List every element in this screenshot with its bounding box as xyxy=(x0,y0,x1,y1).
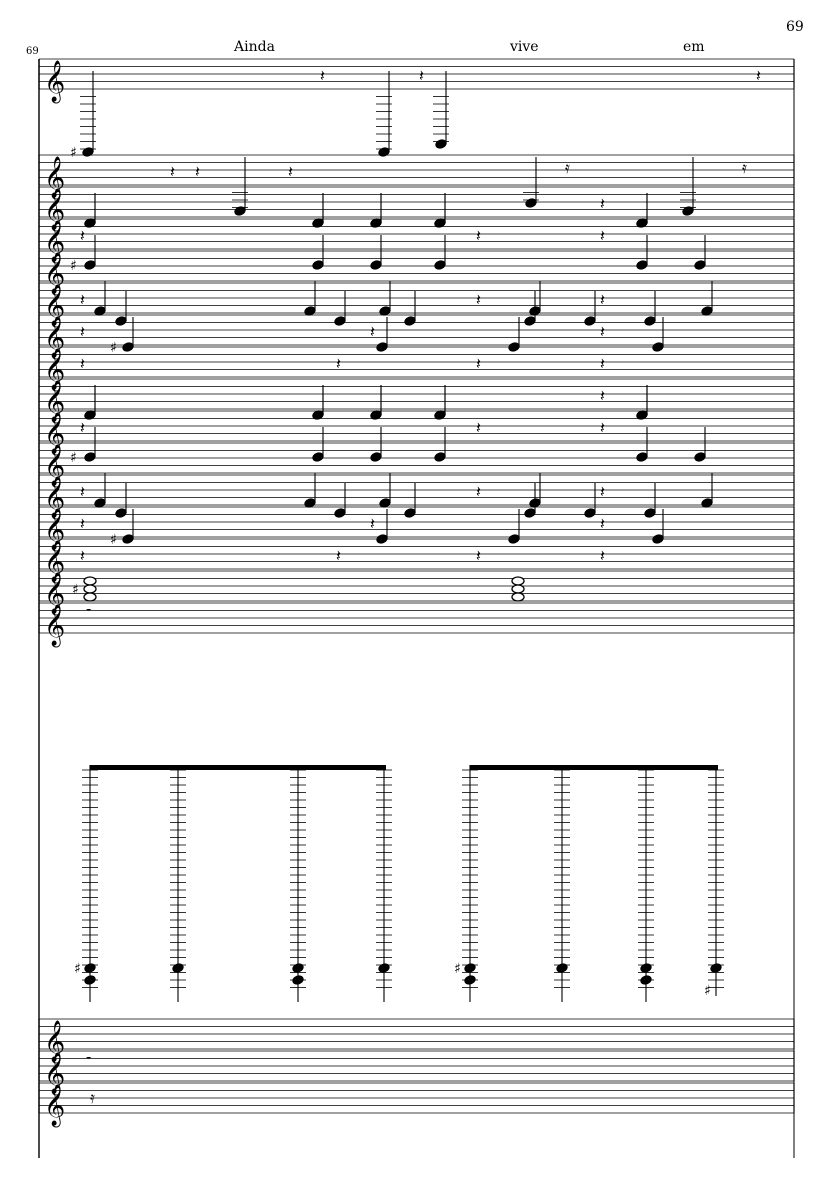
treble-clef-icon: 𝄞 xyxy=(44,541,66,582)
staff xyxy=(39,443,794,487)
quarter-rest-icon: 𝄽 xyxy=(600,386,605,405)
quarter-rest-icon: 𝄽 xyxy=(600,354,605,373)
lyric-word: vive xyxy=(510,39,539,55)
quarter-rest-icon: 𝄽 xyxy=(756,66,761,85)
staff xyxy=(39,379,794,423)
notehead xyxy=(378,147,390,158)
quarter-rest-icon: 𝄽 xyxy=(419,66,424,85)
quarter-rest-icon: 𝄽 xyxy=(370,514,375,533)
treble-clef-icon: 𝄞 xyxy=(44,1021,66,1062)
notehead xyxy=(376,342,388,353)
quarter-rest-icon: 𝄽 xyxy=(600,514,605,533)
chord-notehead xyxy=(84,577,96,585)
treble-clef-icon: 𝄞 xyxy=(44,605,66,646)
sharp-icon: ♯ xyxy=(110,340,117,356)
staff xyxy=(39,507,794,551)
quarter-rest-icon: 𝄽 xyxy=(288,162,293,181)
treble-clef-icon: 𝄞 xyxy=(44,189,66,230)
lyric-word: em xyxy=(683,39,705,55)
quarter-rest-icon: 𝄽 xyxy=(476,482,481,501)
sharp-icon: ♯ xyxy=(70,450,77,466)
notehead xyxy=(376,534,388,545)
notehead xyxy=(644,508,656,519)
notehead xyxy=(404,508,416,519)
sixteenth-rest-icon: 𝄿 xyxy=(742,158,747,177)
notehead xyxy=(122,534,134,545)
notehead xyxy=(84,975,96,986)
treble-clef-icon: 𝄞 xyxy=(44,221,66,262)
quarter-rest-icon: 𝄽 xyxy=(600,290,605,309)
notehead xyxy=(525,198,537,209)
sharp-icon: ♯ xyxy=(110,532,117,548)
quarter-rest-icon: 𝄽 xyxy=(80,354,85,373)
quarter-rest-icon: 𝄽 xyxy=(195,162,200,181)
notehead xyxy=(434,452,446,463)
notehead xyxy=(694,452,706,463)
staff xyxy=(39,251,794,295)
notehead xyxy=(312,452,324,463)
staff xyxy=(39,1051,794,1095)
sixteenth-rest-icon: 𝄿 xyxy=(565,158,570,177)
staff xyxy=(39,475,794,519)
staff xyxy=(39,1019,794,1063)
notehead xyxy=(82,147,94,158)
quarter-rest-icon: 𝄽 xyxy=(600,482,605,501)
sharp-icon: ♯ xyxy=(704,983,711,999)
quarter-rest-icon: 𝄽 xyxy=(600,546,605,565)
quarter-rest-icon: 𝄽 xyxy=(600,226,605,245)
notehead xyxy=(508,342,520,353)
quarter-rest-icon: 𝄽 xyxy=(80,322,85,341)
notehead xyxy=(334,508,346,519)
staff xyxy=(39,219,794,263)
treble-clef-icon: 𝄞 xyxy=(44,509,66,550)
chord-notehead xyxy=(84,593,96,601)
notehead xyxy=(122,342,134,353)
quarter-rest-icon: 𝄽 xyxy=(476,418,481,437)
staff xyxy=(39,571,794,615)
treble-clef-icon: 𝄞 xyxy=(44,1085,66,1126)
notehead xyxy=(84,260,96,271)
staff xyxy=(39,283,794,327)
notehead xyxy=(370,452,382,463)
quarter-rest-icon: 𝄽 xyxy=(336,546,341,565)
notehead xyxy=(292,975,304,986)
staff xyxy=(39,411,794,455)
notehead xyxy=(292,963,304,974)
notehead xyxy=(434,260,446,271)
quarter-rest-icon: 𝄽 xyxy=(476,354,481,373)
treble-clef-icon: 𝄞 xyxy=(44,573,66,614)
notehead xyxy=(584,316,596,327)
notehead xyxy=(694,260,706,271)
treble-clef-icon: 𝄞 xyxy=(44,445,66,486)
measure-number: 69 xyxy=(26,46,39,57)
quarter-rest-icon: 𝄽 xyxy=(336,354,341,373)
quarter-rest-icon: 𝄽 xyxy=(600,322,605,341)
notehead xyxy=(172,963,184,974)
quarter-rest-icon: 𝄽 xyxy=(600,418,605,437)
notehead xyxy=(556,963,568,974)
treble-clef-icon: 𝄞 xyxy=(44,61,66,102)
quarter-rest-icon: 𝄽 xyxy=(476,546,481,565)
chord-notehead xyxy=(512,593,524,601)
notehead xyxy=(636,452,648,463)
quarter-rest-icon: 𝄽 xyxy=(370,322,375,341)
quarter-rest-icon: 𝄽 xyxy=(476,226,481,245)
whole-rest-icon: 𝄻 xyxy=(86,605,92,621)
treble-clef-icon: 𝄞 xyxy=(44,477,66,518)
treble-clef-icon: 𝄞 xyxy=(44,1053,66,1094)
notehead xyxy=(584,508,596,519)
notehead xyxy=(640,975,652,986)
staves xyxy=(39,59,794,1127)
notehead xyxy=(404,316,416,327)
quarter-rest-icon: 𝄽 xyxy=(80,514,85,533)
quarter-rest-icon: 𝄽 xyxy=(80,482,85,501)
quarter-rest-icon: 𝄽 xyxy=(600,194,605,213)
sharp-icon: ♯ xyxy=(454,961,461,977)
sixteenth-rest-icon: 𝄿 xyxy=(90,1088,95,1107)
notehead xyxy=(524,316,536,327)
quarter-rest-icon: 𝄽 xyxy=(80,290,85,309)
treble-clef-icon: 𝄞 xyxy=(44,381,66,422)
notehead xyxy=(370,260,382,271)
whole-rest-icon: 𝄻 xyxy=(86,1053,92,1069)
staff xyxy=(39,59,794,103)
quarter-rest-icon: 𝄽 xyxy=(476,290,481,309)
sharp-icon: ♯ xyxy=(70,145,77,161)
quarter-rest-icon: 𝄽 xyxy=(80,418,85,437)
notehead xyxy=(464,975,476,986)
treble-clef-icon: 𝄞 xyxy=(44,349,66,390)
chord-notehead xyxy=(84,585,96,593)
sharp-icon: ♯ xyxy=(74,961,81,977)
notehead xyxy=(115,508,127,519)
lyric-word: Ainda xyxy=(234,39,275,55)
quarter-rest-icon: 𝄽 xyxy=(320,66,325,85)
quarter-rest-icon: 𝄽 xyxy=(80,226,85,245)
notehead xyxy=(312,260,324,271)
sharp-icon: ♯ xyxy=(72,582,79,598)
notehead xyxy=(640,963,652,974)
notehead xyxy=(378,963,390,974)
notehead xyxy=(84,963,96,974)
staff xyxy=(39,603,794,647)
beam xyxy=(470,765,718,770)
notehead xyxy=(636,260,648,271)
quarter-rest-icon: 𝄽 xyxy=(170,162,175,181)
treble-clef-icon: 𝄞 xyxy=(44,317,66,358)
page-number: 69 xyxy=(786,19,804,35)
notehead xyxy=(524,508,536,519)
chord-notehead xyxy=(512,585,524,593)
treble-clef-icon: 𝄞 xyxy=(44,413,66,454)
notehead xyxy=(652,342,664,353)
notehead xyxy=(115,316,127,327)
treble-clef-icon: 𝄞 xyxy=(44,157,66,198)
quarter-rest-icon: 𝄽 xyxy=(80,546,85,565)
notehead xyxy=(464,963,476,974)
staff xyxy=(39,1083,794,1127)
notehead xyxy=(710,963,722,974)
staff xyxy=(39,187,794,231)
staff xyxy=(39,539,794,583)
notehead xyxy=(334,316,346,327)
notehead xyxy=(84,452,96,463)
chord-notehead xyxy=(512,577,524,585)
sharp-icon: ♯ xyxy=(70,258,77,274)
staff xyxy=(39,347,794,391)
staff xyxy=(39,315,794,359)
beam xyxy=(90,765,386,770)
notehead xyxy=(644,316,656,327)
treble-clef-icon: 𝄞 xyxy=(44,285,66,326)
notehead xyxy=(508,534,520,545)
treble-clef-icon: 𝄞 xyxy=(44,253,66,294)
notes xyxy=(70,66,761,1107)
notehead xyxy=(652,534,664,545)
notehead xyxy=(435,139,447,150)
